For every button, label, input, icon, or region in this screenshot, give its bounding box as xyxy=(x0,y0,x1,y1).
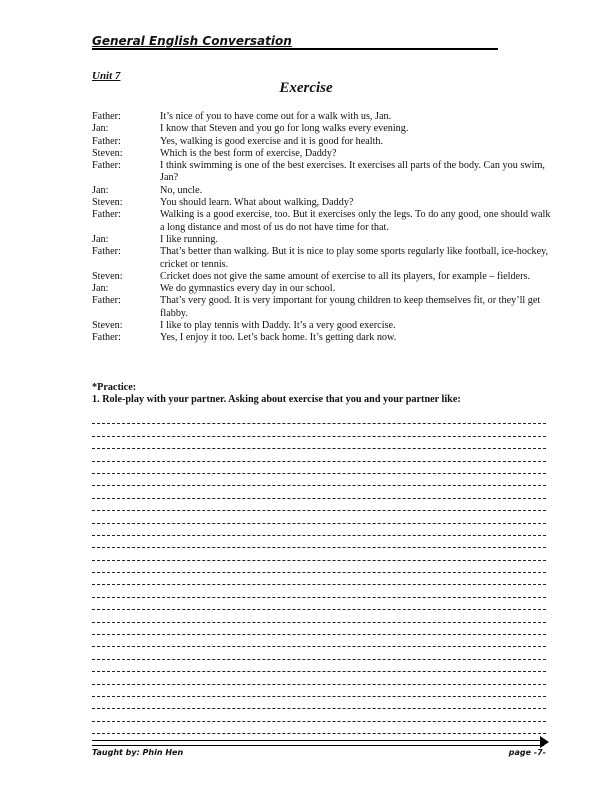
answer-line[interactable] xyxy=(92,635,546,647)
answer-line[interactable] xyxy=(92,697,546,709)
speaker: Jan: xyxy=(92,233,109,245)
answer-line[interactable] xyxy=(92,424,546,436)
dialogue-line xyxy=(92,209,552,234)
answer-line[interactable] xyxy=(92,486,546,498)
dialogue-line xyxy=(92,283,552,295)
line-text: That’s better than walking. But it is nice to play some sports regularly like football, ice-hockey, cricket or tennis. xyxy=(160,246,549,270)
line-text: No, uncle. xyxy=(160,184,203,196)
dialogue-line xyxy=(92,234,552,246)
answer-line[interactable] xyxy=(92,610,546,622)
answer-line[interactable] xyxy=(92,722,546,734)
unit-label: Unit 7 xyxy=(92,70,121,82)
answer-line[interactable] xyxy=(92,511,546,523)
speaker: Jan: xyxy=(92,283,109,295)
speaker: Father: xyxy=(92,209,121,221)
header-title: General English Conversation xyxy=(92,34,498,50)
speaker: Steven: xyxy=(92,147,123,159)
line-text: Walking is a good exercise, too. But it exercises only the legs. To do any good, one should walk a long distance and most of us do not have time for that. xyxy=(160,209,551,233)
dialogue-line xyxy=(92,123,552,135)
answer-lines xyxy=(92,412,546,734)
answer-line[interactable] xyxy=(92,548,546,560)
speaker: Father: xyxy=(92,135,121,147)
dialogue-line xyxy=(92,246,552,271)
dialogue-line xyxy=(92,197,552,209)
dialogue xyxy=(92,111,552,345)
practice-section xyxy=(92,382,562,407)
dialogue-line xyxy=(92,320,552,332)
dialogue-line xyxy=(92,332,552,344)
answer-line[interactable] xyxy=(92,536,546,548)
answer-line[interactable] xyxy=(92,474,546,486)
answer-line[interactable] xyxy=(92,685,546,697)
line-text: I like to play tennis with Daddy. It’s a very good exercise. xyxy=(160,320,396,332)
dialogue-line xyxy=(92,271,552,283)
speaker: Father: xyxy=(92,295,121,307)
line-text: You should learn. What about walking, Daddy? xyxy=(160,197,354,209)
footer-rule xyxy=(92,740,544,746)
answer-line[interactable] xyxy=(92,437,546,449)
answer-line[interactable] xyxy=(92,672,546,684)
answer-line[interactable] xyxy=(92,585,546,597)
footer-teacher: Taught by: Phin Hen xyxy=(92,748,184,757)
answer-line[interactable] xyxy=(92,623,546,635)
speaker: Jan: xyxy=(92,184,109,196)
answer-line[interactable] xyxy=(92,499,546,511)
answer-line[interactable] xyxy=(92,449,546,461)
answer-line[interactable] xyxy=(92,412,546,424)
dialogue-line xyxy=(92,111,552,123)
speaker: Jan: xyxy=(92,123,109,135)
line-text: Cricket does not give the same amount of exercise to all its players, for example – fielders. xyxy=(160,270,531,282)
line-text: Yes, I enjoy it too. Let’s back home. It’s getting dark now. xyxy=(160,332,397,344)
page-title: Exercise xyxy=(279,80,333,96)
answer-line[interactable] xyxy=(92,462,546,474)
line-text: I think swimming is one of the best exercises. It exercises all parts of the body. Can you swim, Jan? xyxy=(160,160,545,184)
speaker: Father: xyxy=(92,332,121,344)
practice-task: 1. Role-play with your partner. Asking about exercise that you and your partner like: xyxy=(92,394,461,406)
line-text: I know that Steven and you go for long walks every evening. xyxy=(160,123,409,135)
speaker: Steven: xyxy=(92,270,123,282)
speaker: Father: xyxy=(92,111,121,122)
practice-heading: *Practice: xyxy=(92,382,137,393)
line-text: We do gymnastics every day in our school. xyxy=(160,283,336,295)
line-text: That’s very good. It is very important for young children to keep themselves fit, or they’ll get flabby. xyxy=(160,295,541,319)
line-text: It’s nice of you to have come out for a walk with us, Jan. xyxy=(160,111,392,122)
page-number: page -7- xyxy=(508,748,546,757)
dialogue-line xyxy=(92,136,552,148)
speaker: Father: xyxy=(92,246,121,258)
answer-line[interactable] xyxy=(92,573,546,585)
speaker: Father: xyxy=(92,160,121,172)
dialogue-line xyxy=(92,148,552,160)
line-text: I like running. xyxy=(160,233,219,245)
dialogue-line xyxy=(92,160,552,185)
answer-line[interactable] xyxy=(92,709,546,721)
answer-line[interactable] xyxy=(92,598,546,610)
line-text: Yes, walking is good exercise and it is good for health. xyxy=(160,135,384,147)
line-text: Which is the best form of exercise, Daddy? xyxy=(160,147,337,159)
speaker: Steven: xyxy=(92,320,123,332)
answer-line[interactable] xyxy=(92,660,546,672)
answer-line[interactable] xyxy=(92,647,546,659)
speaker: Steven: xyxy=(92,197,123,209)
answer-line[interactable] xyxy=(92,561,546,573)
answer-line[interactable] xyxy=(92,524,546,536)
arrow-icon xyxy=(540,736,549,748)
dialogue-line xyxy=(92,295,552,320)
dialogue-line xyxy=(92,185,552,197)
